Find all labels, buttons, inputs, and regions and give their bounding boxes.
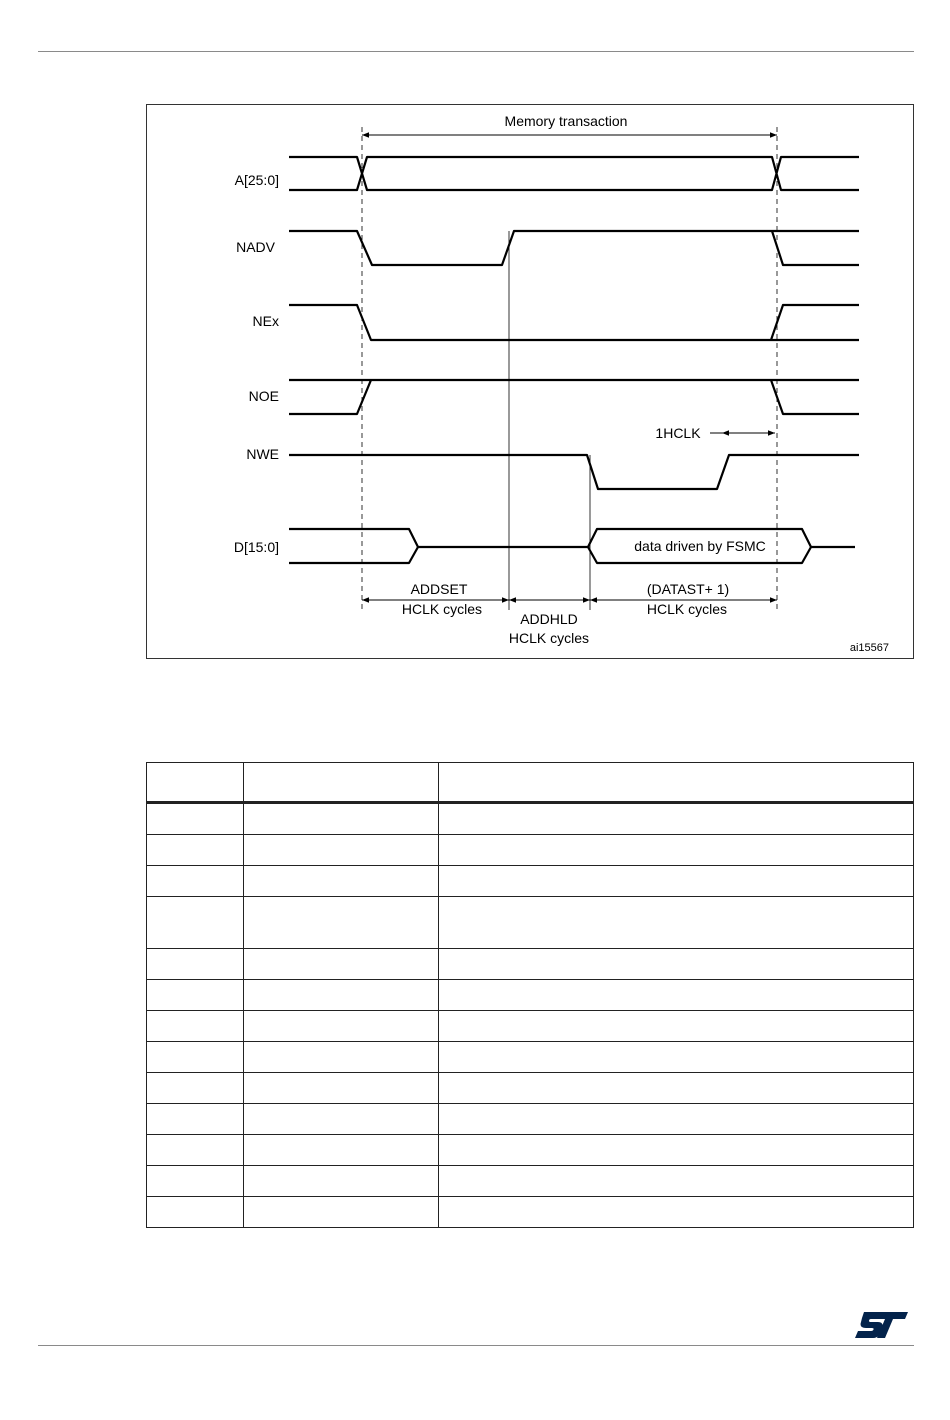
figure-id: ai15567 — [849, 642, 889, 654]
data-driven-label: data driven by FSMC — [634, 538, 766, 554]
signal-label-nex: NEx — [252, 313, 279, 329]
table-cell — [147, 1011, 244, 1042]
table-cell — [147, 763, 244, 803]
table-cell — [244, 763, 439, 803]
table-cell — [439, 866, 914, 897]
one-hclk-label: 1HCLK — [655, 425, 701, 441]
addhld-label: ADDHLD — [520, 611, 578, 627]
table-row — [147, 1104, 914, 1135]
table-row — [147, 1135, 914, 1166]
table-cell — [439, 835, 914, 866]
table-cell — [244, 1073, 439, 1104]
table-cell — [147, 1073, 244, 1104]
table-cell — [244, 835, 439, 866]
table-cell — [147, 866, 244, 897]
signal-label-a: A[25:0] — [234, 172, 279, 188]
timing-diagram — [146, 104, 914, 659]
addhld-cycles-label: HCLK cycles — [508, 630, 590, 646]
table-row — [147, 866, 914, 897]
signal-label-noe: NOE — [248, 388, 279, 404]
memory-transaction-label: Memory transaction — [504, 113, 628, 129]
table-cell — [147, 1197, 244, 1228]
table-cell — [147, 1104, 244, 1135]
table-cell — [147, 803, 244, 835]
table-cell — [439, 803, 914, 835]
table-row — [147, 897, 914, 949]
datast-cycles-label: HCLK cycles — [646, 601, 728, 617]
table-cell — [439, 1011, 914, 1042]
table-cell — [244, 1197, 439, 1228]
waveform-nadv — [289, 231, 859, 265]
table-cell — [147, 949, 244, 980]
table-cell — [147, 980, 244, 1011]
table-cell — [244, 1166, 439, 1197]
table-cell — [147, 897, 244, 949]
signal-label-d: D[15:0] — [233, 539, 279, 555]
table-cell — [439, 897, 914, 949]
table-cell — [244, 866, 439, 897]
table-cell — [147, 1135, 244, 1166]
table-cell — [244, 897, 439, 949]
signal-label-nadv: NADV — [236, 239, 275, 255]
register-table — [146, 762, 914, 1228]
table-cell — [439, 1104, 914, 1135]
table-row — [147, 803, 914, 835]
table-cell — [244, 949, 439, 980]
table-row — [147, 835, 914, 866]
table-cell — [439, 980, 914, 1011]
waveform-nwe — [289, 455, 859, 489]
table-cell — [244, 1135, 439, 1166]
header-rule — [38, 51, 914, 52]
waveform-nex — [289, 305, 859, 340]
table-cell — [439, 763, 914, 803]
table-cell — [244, 803, 439, 835]
table-cell — [439, 1073, 914, 1104]
table-row — [147, 1042, 914, 1073]
table-row — [147, 1073, 914, 1104]
table-cell — [244, 1104, 439, 1135]
table-cell — [147, 1166, 244, 1197]
table-row — [147, 1166, 914, 1197]
table-cell — [147, 835, 244, 866]
table-row — [147, 1197, 914, 1228]
table-cell — [439, 1166, 914, 1197]
table-cell — [439, 1042, 914, 1073]
addset-cycles-label: HCLK cycles — [401, 601, 483, 617]
table-header-row — [147, 763, 914, 803]
table-cell — [244, 980, 439, 1011]
table-cell — [244, 1042, 439, 1073]
signal-label-nwe: NWE — [246, 446, 279, 462]
waveform-noe — [289, 380, 859, 414]
timing-diagram-svg — [147, 105, 913, 658]
table-cell — [439, 949, 914, 980]
footer-rule — [38, 1345, 914, 1346]
table-cell — [147, 1042, 244, 1073]
datast-label: (DATAST+ 1) — [646, 581, 730, 597]
table-row — [147, 980, 914, 1011]
table-row — [147, 949, 914, 980]
table-cell — [244, 1011, 439, 1042]
table-cell — [439, 1135, 914, 1166]
table-cell — [439, 1197, 914, 1228]
addset-label: ADDSET — [410, 581, 468, 597]
st-logo-icon — [854, 1310, 910, 1345]
waveform-a — [289, 157, 859, 190]
waveform-d — [289, 529, 855, 563]
table-row — [147, 1011, 914, 1042]
